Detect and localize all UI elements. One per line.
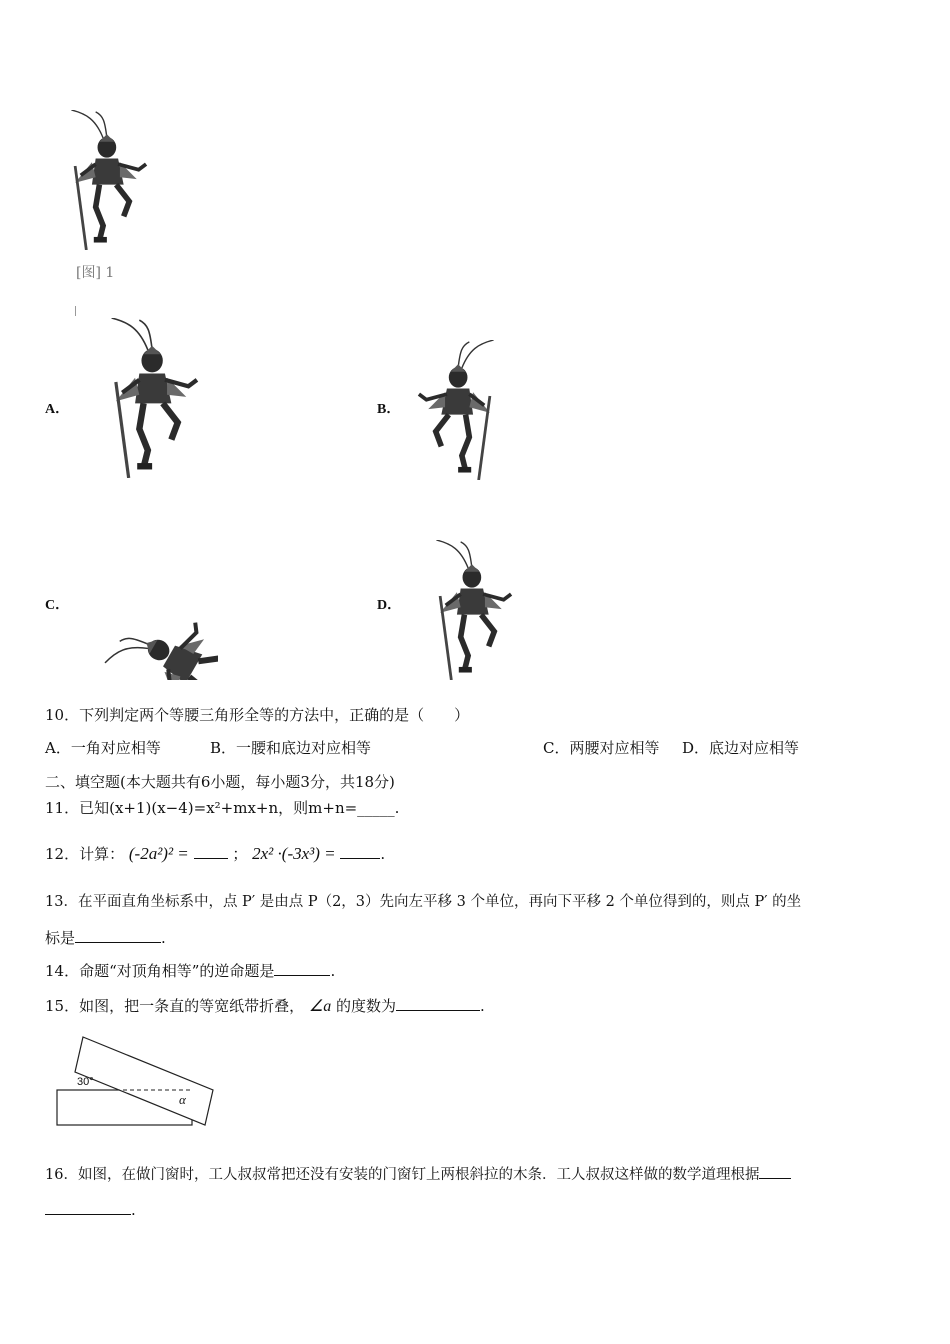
question-15-blank [396, 996, 480, 1011]
question-12-blank-2 [340, 844, 380, 859]
question-13-line-1: 13．在平面直角坐标系中，点 P′ 是由点 P（2，3）先向左平移 3 个单位，再向下平移 2 个单位得到的，则点 P′ 的坐 [45, 894, 802, 910]
question-13-line-2: 标是 . [45, 929, 166, 947]
option-a-figure [95, 318, 205, 478]
monkey-king-figure-c [78, 560, 218, 680]
angle-alpha-label: α [179, 1092, 186, 1107]
divider-mark [75, 306, 76, 316]
option-c-label: C． [45, 598, 70, 613]
monkey-king-figure [55, 110, 155, 250]
question-12-expr2: 2x² ·(-3x³) = [252, 844, 336, 863]
figure-1 [55, 110, 155, 250]
question-16-line-1: 16．如图，在做门窗时，工人叔叔常把还没有安装的门窗钉上两根斜拉的木条．工人叔叔这样做的数学道理根据 [45, 1163, 791, 1184]
question-16-line-2: . [45, 1200, 136, 1219]
question-14-blank [274, 961, 330, 976]
question-12-prefix: 12．计算： [45, 845, 125, 863]
question-12-sep: ； [232, 845, 248, 863]
option-d-figure [420, 540, 520, 680]
figure-1-caption: [图] 1 [76, 265, 115, 281]
option-b-figure [410, 340, 510, 480]
question-14: 14．命题“对顶角相等”的逆命题是 . [45, 962, 336, 980]
question-10-option-d: D．底边对应相等 [682, 739, 800, 757]
monkey-king-figure-d [420, 540, 520, 680]
question-15: 15．如图，把一条直的等宽纸带折叠， ∠a 的度数为 . [45, 997, 485, 1015]
question-16-blank-1 [759, 1164, 791, 1179]
question-12-expr1: (-2a²)² = [128, 844, 189, 863]
folded-strip-figure [55, 1035, 225, 1130]
monkey-king-figure-a [95, 318, 205, 478]
option-b-label: B． [377, 402, 401, 417]
option-a-label: A． [45, 402, 70, 417]
question-12-blank-1 [194, 844, 228, 859]
angle-30-label: 30° [77, 1076, 94, 1088]
question-10-option-c: C．两腰对应相等 [543, 739, 660, 757]
question-16-blank-2 [45, 1200, 131, 1215]
question-12: 12．计算： (-2a²)² = ； 2x² ·(-3x³) = . [45, 844, 386, 863]
question-10-option-a: A．一角对应相等 [45, 739, 161, 757]
question-10-option-b: B．一腰和底边对应相等 [210, 739, 372, 757]
question-10-stem: 10．下列判定两个等腰三角形全等的方法中，正确的是（ ） [45, 706, 470, 724]
option-d-label: D． [377, 598, 402, 613]
question-15-angle: ∠a [308, 998, 332, 1015]
question-11: 11．已知(x+1)(x−4)=x²+mx+n，则m+n=_____. [45, 799, 400, 817]
section-2-title: 二、填空题(本大题共有6小题，每小题3分，共18分) [45, 773, 395, 791]
question-13-blank [75, 928, 161, 943]
option-c-figure [78, 560, 218, 680]
monkey-king-figure-b [410, 340, 510, 480]
